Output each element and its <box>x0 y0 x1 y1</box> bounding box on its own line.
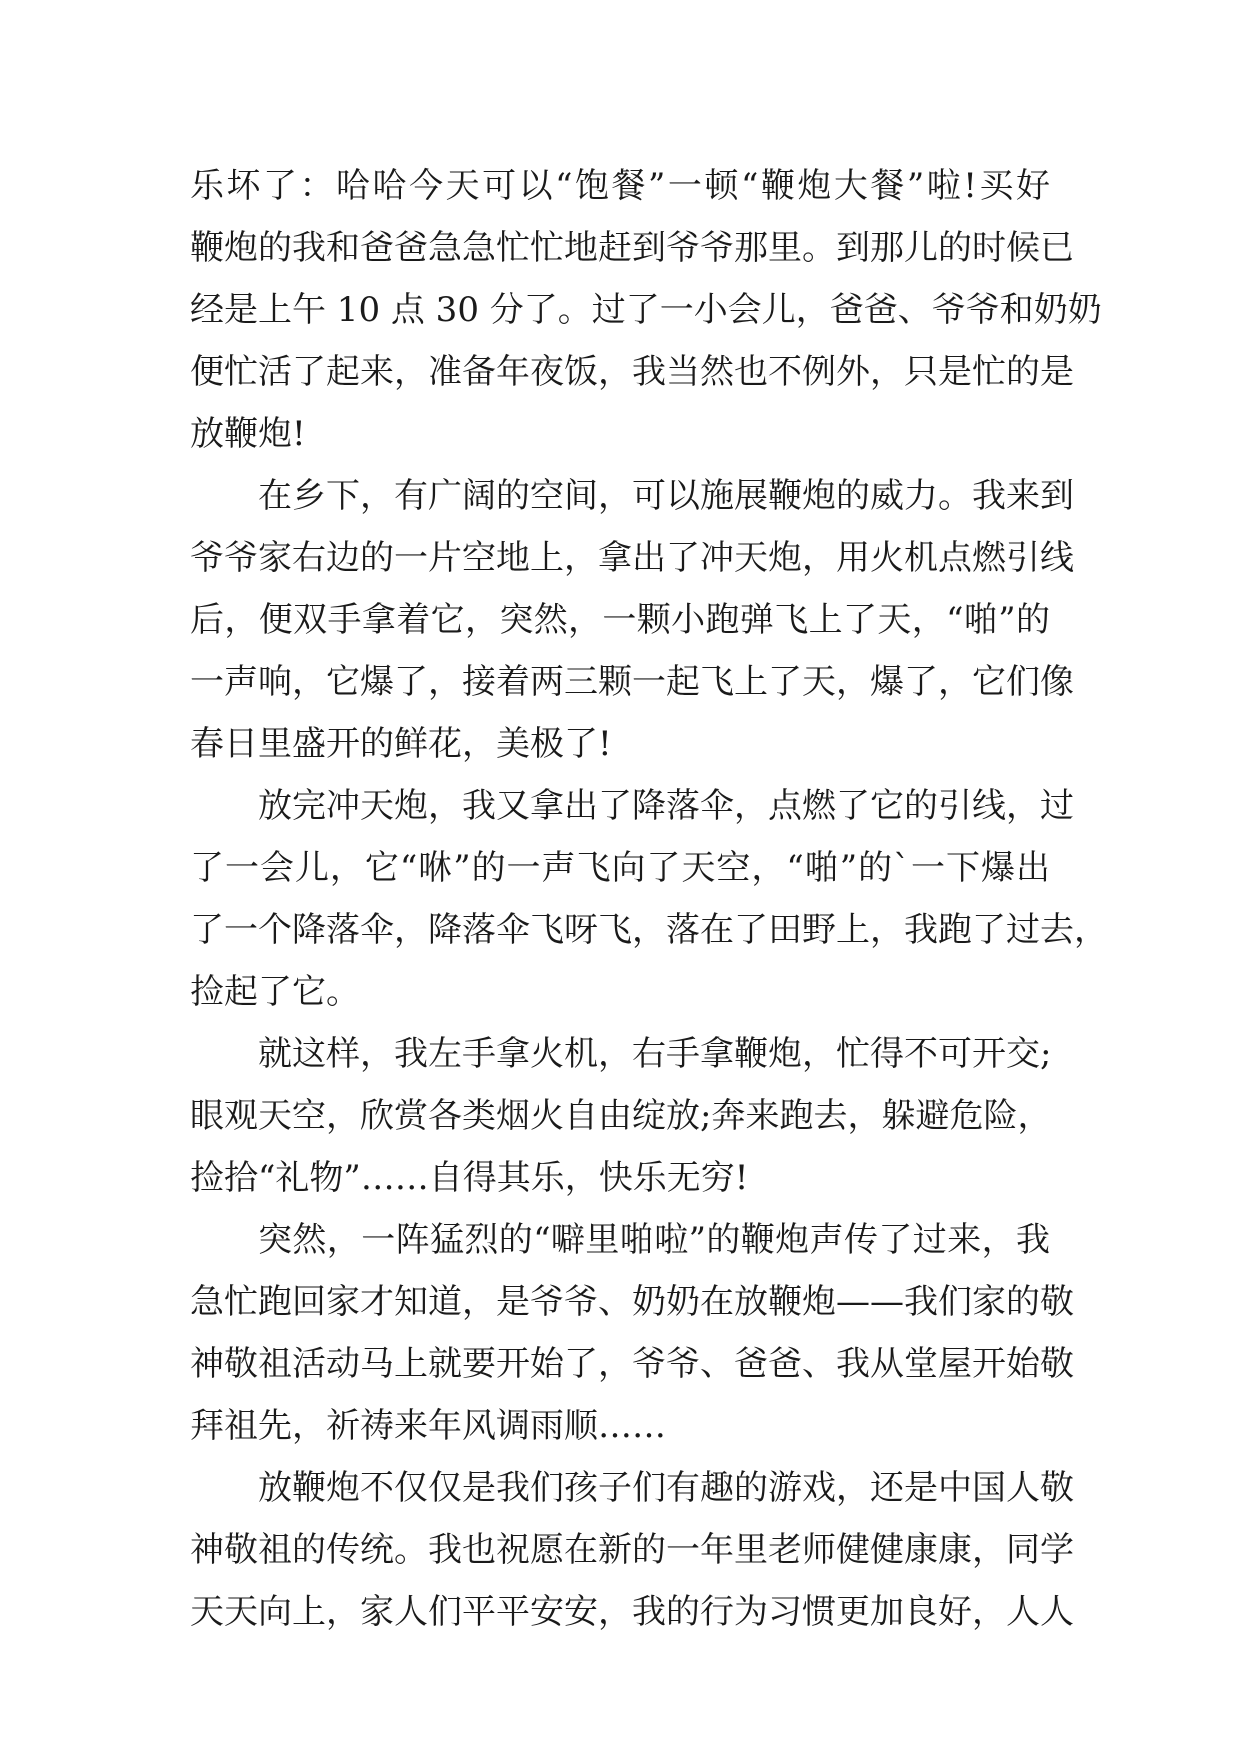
text-line: 春日里盛开的鲜花，美极了! <box>190 724 612 764</box>
text-line: 捡起了它。 <box>190 972 360 1012</box>
paragraph-1 <box>190 155 1102 465</box>
text-line: 后，便双手拿着它，突然，一颗小跑弹飞上了天，“啪”的 <box>190 600 1050 640</box>
text-line: 经是上午 10 点 30 分了。过了一小会儿，爸爸、爷爷和奶奶 <box>190 290 1102 330</box>
text-line: 乐坏了：哈哈今天可以“饱餐”一顿“鞭炮大餐”啦!买好 <box>190 166 1050 206</box>
text-line: 神敬祖的传统。我也祝愿在新的一年里老师健健康康，同学 <box>190 1530 1074 1570</box>
text-line: 突然，一阵猛烈的“噼里啪啦”的鞭炮声传了过来，我 <box>258 1220 1050 1260</box>
text-line: 拜祖先，祈祷来年风调雨顺…… <box>190 1406 666 1446</box>
text-line: 鞭炮的我和爸爸急急忙忙地赶到爷爷那里。到那儿的时候已 <box>190 228 1074 268</box>
text-line: 一声响，它爆了，接着两三颗一起飞上了天，爆了，它们像 <box>190 662 1074 702</box>
text-line: 了一会儿，它“咻”的一声飞向了天空，“啪”的`一下爆出 <box>190 848 1050 888</box>
paragraph-3 <box>190 775 1108 1023</box>
text-line: 捡拾“礼物”……自得其乐，快乐无穷! <box>190 1158 749 1198</box>
text-line: 眼观天空，欣赏各类烟火自由绽放;奔来跑去，躲避危险， <box>190 1096 1052 1136</box>
text-line: 放完冲天炮，我又拿出了降落伞，点燃了它的引线，过 <box>258 786 1074 826</box>
paragraph-2 <box>190 465 1074 775</box>
text-line: 在乡下，有广阔的空间，可以施展鞭炮的威力。我来到 <box>258 476 1074 516</box>
text-line: 神敬祖活动马上就要开始了，爷爷、爸爸、我从堂屋开始敬 <box>190 1344 1074 1384</box>
paragraph-5 <box>190 1209 1074 1457</box>
paragraph-6 <box>190 1457 1074 1643</box>
document-page <box>190 155 1108 1643</box>
text-line: 爷爷家右边的一片空地上，拿出了冲天炮，用火机点燃引线 <box>190 538 1074 578</box>
text-line: 放鞭炮! <box>190 414 306 454</box>
text-line: 便忙活了起来，准备年夜饭，我当然也不例外，只是忙的是 <box>190 352 1074 392</box>
text-line: 天天向上，家人们平平安安，我的行为习惯更加良好，人人 <box>190 1592 1074 1632</box>
paragraph-4 <box>190 1023 1050 1209</box>
text-line: 放鞭炮不仅仅是我们孩子们有趣的游戏，还是中国人敬 <box>258 1468 1074 1508</box>
text-line: 急忙跑回家才知道，是爷爷、奶奶在放鞭炮——我们家的敬 <box>190 1282 1074 1322</box>
text-line: 了一个降落伞，降落伞飞呀飞，落在了田野上，我跑了过去， <box>190 910 1108 950</box>
text-line: 就这样，我左手拿火机，右手拿鞭炮，忙得不可开交; <box>258 1034 1052 1074</box>
